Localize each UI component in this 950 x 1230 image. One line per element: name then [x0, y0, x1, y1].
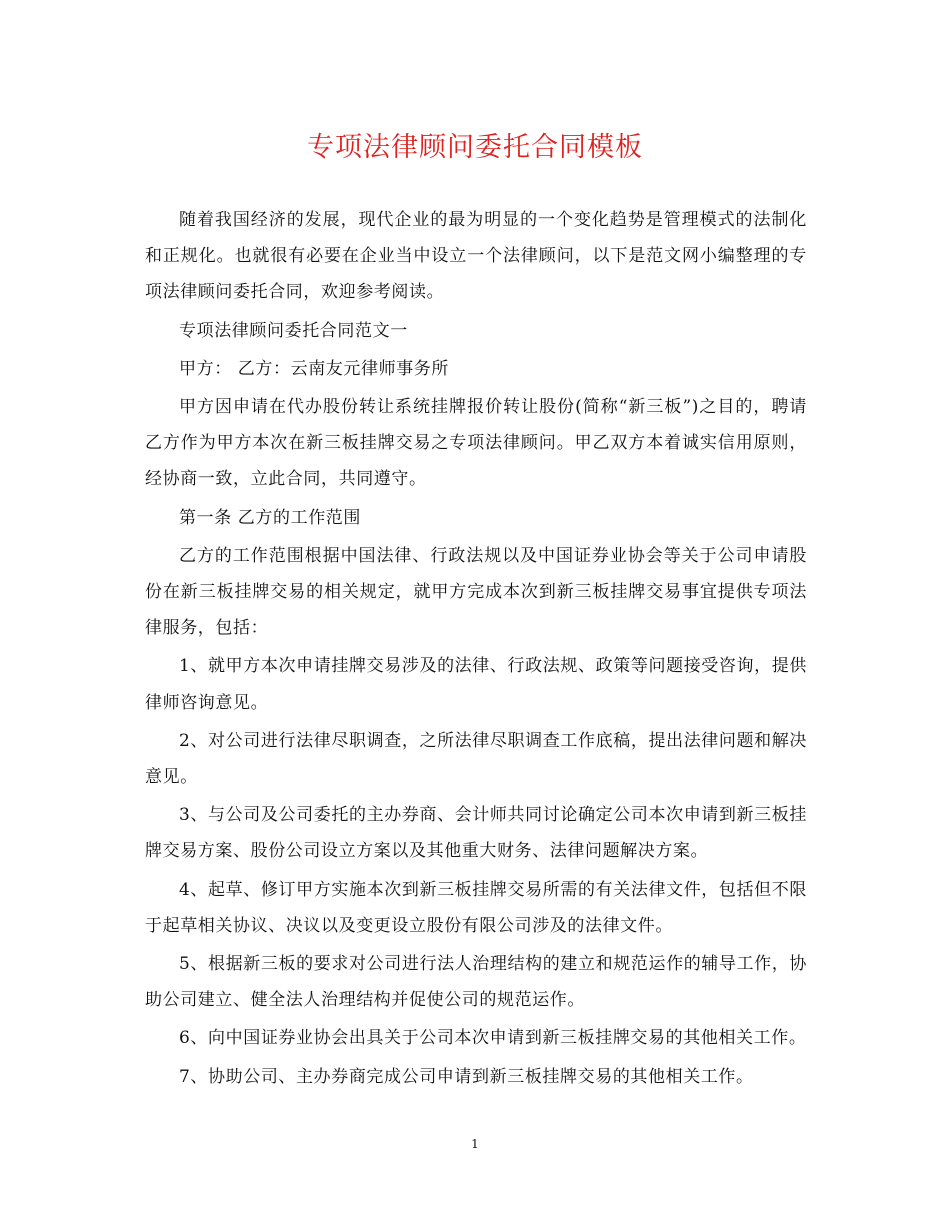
paragraph-item-3: 3、与公司及公司委托的主办券商、会计师共同讨论确定公司本次申请到新三板挂牌交易方案、股份公司设立方案以及其他重大财务、法律问题解决方案。	[145, 805, 807, 862]
paragraph-purpose: 甲方因申请在代办股份转让系统挂牌报价转让股份(简称“新三板”)之目的，聘请乙方作为甲方本次在新三板挂牌交易之专项法律顾问。甲乙双方本着诚实信用原则，经协商一致，立此合同，共同遵守。	[145, 397, 807, 490]
paragraph-item-6: 6、向中国证券业协会出具关于公司本次申请到新三板挂牌交易的其他相关工作。	[179, 1028, 807, 1049]
paragraph-sample-heading: 专项法律顾问委托合同范文一	[179, 320, 408, 341]
paragraph-item-7: 7、协助公司、主办券商完成公司申请到新三板挂牌交易的其他相关工作。	[179, 1066, 754, 1087]
document-title: 专项法律顾问委托合同模板	[307, 132, 643, 163]
paragraph-intro: 随着我国经济的发展，现代企业的最为明显的一个变化趋势是管理模式的法制化和正规化。也就很有必要在企业当中设立一个法律顾问，以下是范文网小编整理的专项法律顾问委托合同，欢迎参考阅读。	[145, 210, 807, 303]
paragraph-item-2: 2、对公司进行法律尽职调查，之所法律尽职调查工作底稿，提出法律问题和解决意见。	[145, 730, 807, 788]
paragraph-article-one-heading: 第一条 乙方的工作范围	[179, 507, 362, 528]
page-number: 1	[471, 1137, 479, 1151]
paragraph-parties: 甲方： 乙方：云南友元律师事务所	[179, 358, 450, 379]
paragraph-item-5: 5、根据新三板的要求对公司进行法人治理结构的建立和规范运作的辅导工作，协助公司建立、健全法人治理结构并促使公司的规范运作。	[145, 954, 807, 1011]
paragraph-item-4: 4、起草、修订甲方实施本次到新三板挂牌交易所需的有关法律文件，包括但不限于起草相关协议、决议以及变更设立股份有限公司涉及的法律文件。	[145, 879, 807, 936]
paragraph-work-scope: 乙方的工作范围根据中国法律、行政法规以及中国证券业协会等关于公司申请股份在新三板挂牌交易的相关规定，就甲方完成本次到新三板挂牌交易事宜提供专项法律服务，包括：	[145, 545, 807, 639]
document-body	[145, 202, 807, 1097]
paragraph-item-1: 1、就甲方本次申请挂牌交易涉及的法律、行政法规、政策等问题接受咨询，提供律师咨询意见。	[145, 656, 807, 713]
